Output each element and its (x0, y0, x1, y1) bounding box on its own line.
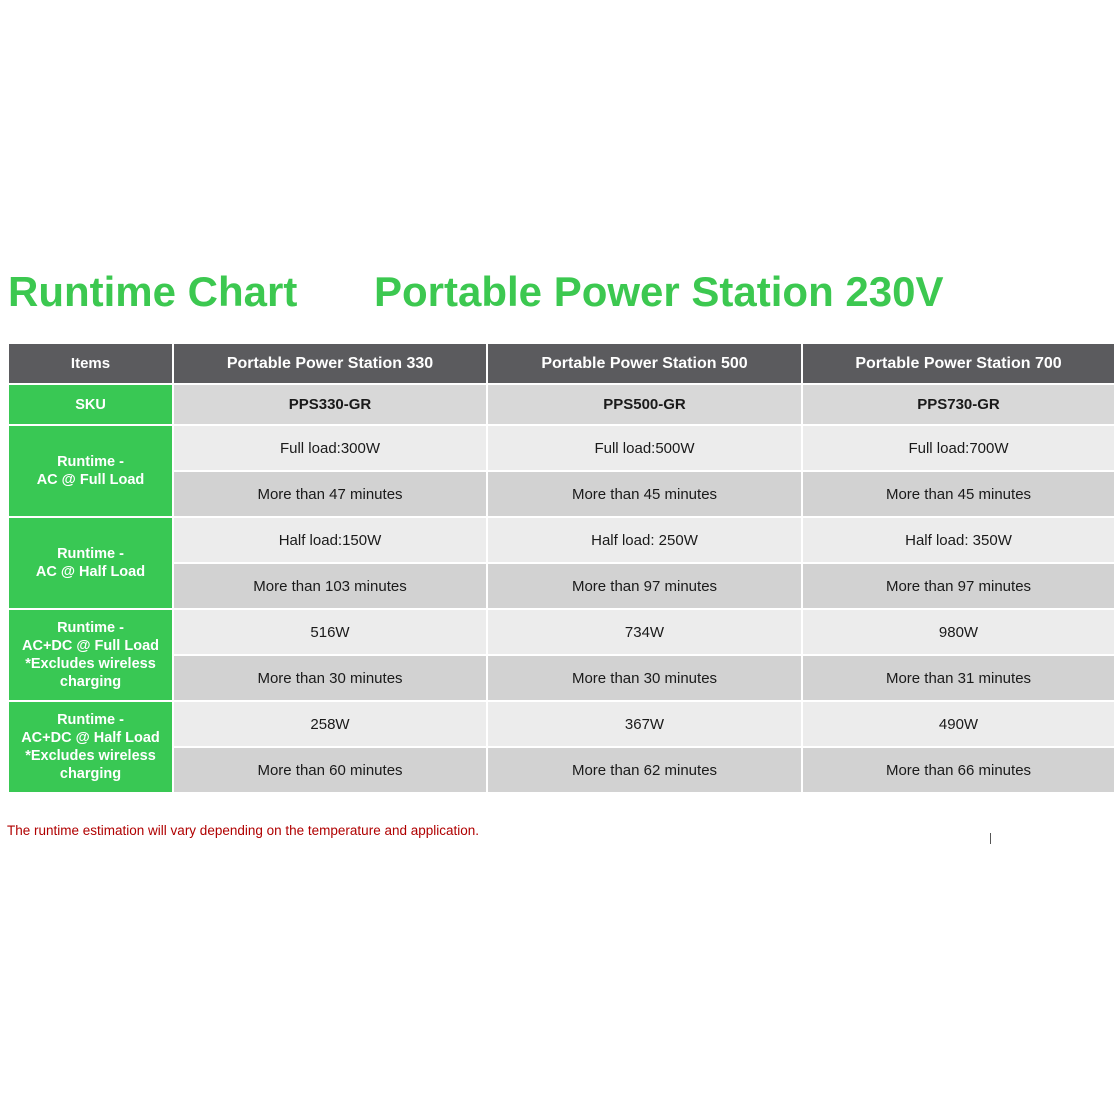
table-cell: Full load:300W (174, 426, 486, 470)
header-items: Items (9, 344, 172, 383)
runtime-table (7, 342, 1116, 794)
row-label-line: charging (59, 766, 122, 782)
row-label-line: charging (59, 674, 122, 690)
table-cell: 980W (803, 610, 1114, 654)
row-label-line: AC @ Half Load (35, 564, 146, 580)
table-row (9, 656, 1114, 700)
row-label-ac-full-load (9, 426, 172, 516)
table-cell: More than 45 minutes (803, 472, 1114, 516)
row-label-line: AC @ Full Load (36, 472, 145, 488)
chart-title: Runtime Chart (8, 268, 298, 315)
table-cell: Half load: 250W (488, 518, 801, 562)
table-row (9, 472, 1114, 516)
table-cell: More than 47 minutes (174, 472, 486, 516)
header-pps500: Portable Power Station 500 (488, 344, 801, 383)
table-row (9, 564, 1114, 608)
title-bar (8, 268, 1112, 318)
table-cell: Half load:150W (174, 518, 486, 562)
row-label-line: AC+DC @ Full Load (22, 638, 159, 654)
header-pps700: Portable Power Station 700 (803, 344, 1114, 383)
header-row (9, 344, 1114, 383)
divider-mark (990, 833, 991, 844)
sku-pps500: PPS500-GR (488, 385, 801, 424)
table-row (9, 518, 1114, 562)
footnote: The runtime estimation will vary depending on the temperature and application. (7, 823, 480, 838)
table-cell: More than 66 minutes (803, 748, 1114, 792)
table-cell: 258W (174, 702, 486, 746)
table-row (9, 702, 1114, 746)
table-cell: More than 62 minutes (488, 748, 801, 792)
table-cell: More than 45 minutes (488, 472, 801, 516)
row-label-acdc-full-load (9, 610, 172, 700)
table-cell: 734W (488, 610, 801, 654)
row-label-line: Runtime - (57, 620, 124, 636)
sku-row (9, 385, 1114, 424)
table-cell: More than 31 minutes (803, 656, 1114, 700)
table-cell: More than 30 minutes (174, 656, 486, 700)
table-cell: Full load:500W (488, 426, 801, 470)
row-label-line: *Excludes wireless (25, 656, 156, 672)
row-label-ac-half-load (9, 518, 172, 608)
table-cell: More than 97 minutes (803, 564, 1114, 608)
table-cell: 490W (803, 702, 1114, 746)
table-cell: More than 60 minutes (174, 748, 486, 792)
header-pps330: Portable Power Station 330 (174, 344, 486, 383)
sku-pps700: PPS730-GR (803, 385, 1114, 424)
row-label-line: Runtime - (57, 454, 124, 470)
sku-pps330: PPS330-GR (174, 385, 486, 424)
product-title: Portable Power Station 230V (374, 268, 944, 315)
table-cell: More than 30 minutes (488, 656, 801, 700)
row-label-line: AC+DC @ Half Load (21, 730, 160, 746)
table-cell: More than 97 minutes (488, 564, 801, 608)
table-row (9, 610, 1114, 654)
table-cell: Half load: 350W (803, 518, 1114, 562)
table-cell: More than 103 minutes (174, 564, 486, 608)
row-label-acdc-half-load (9, 702, 172, 792)
row-label-line: *Excludes wireless (25, 748, 156, 764)
row-label-line: Runtime - (57, 546, 124, 562)
table-row (9, 748, 1114, 792)
row-label-line: Runtime - (57, 712, 124, 728)
table-cell: 367W (488, 702, 801, 746)
table-row (9, 426, 1114, 470)
sku-label: SKU (9, 385, 172, 424)
table-cell: 516W (174, 610, 486, 654)
table-cell: Full load:700W (803, 426, 1114, 470)
